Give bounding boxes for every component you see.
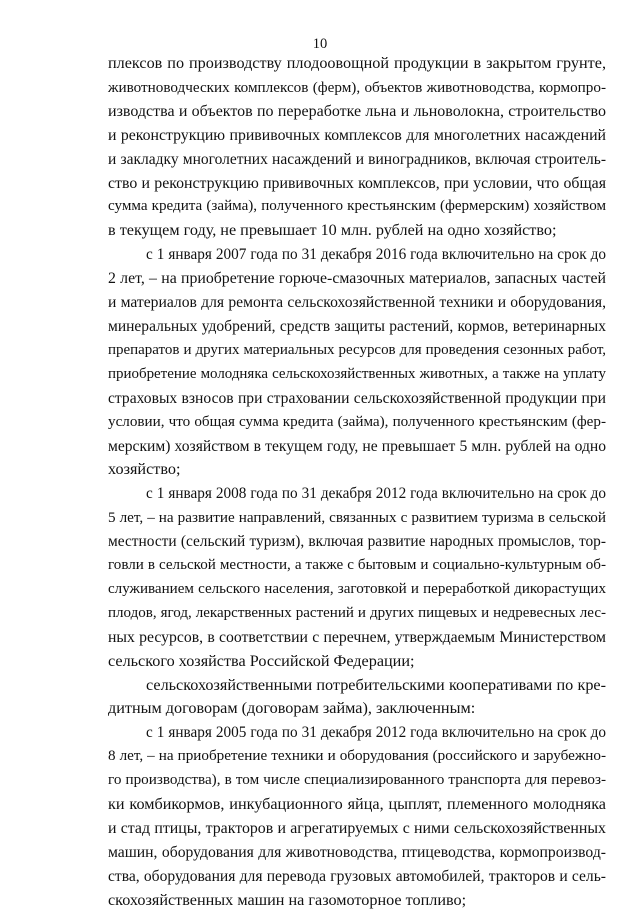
text-line: скохозяйственных машин на газомоторное топливо; <box>108 890 467 909</box>
text-line: 8 лет, – на приобретение техники и оборудования (российского и зарубежно- <box>108 748 606 765</box>
text-line: в текущем году, не превышает 10 млн. рублей на одно хозяйство; <box>108 221 557 240</box>
text-line: местности (сельский туризм), включая развитие народных промыслов, тор- <box>108 533 606 551</box>
page-number: 10 <box>312 36 328 52</box>
text-line: машин, оборудования для животноводства, птицеводства, кормопроизвод- <box>108 843 606 861</box>
text-line: 2 лет, – на приобретение горюче-смазочных материалов, запасных частей <box>108 270 606 288</box>
text-line: животноводческих комплексов (ферм), объектов животноводства, кормопро- <box>108 78 606 96</box>
text-line: ство и реконструкцию прививочных комплексов, при условии, что общая <box>108 174 606 192</box>
text-line: 5 лет, – на развитие направлений, связанных с развитием туризма в сельской <box>108 509 606 527</box>
text-line: сельского хозяйства Российской Федерации; <box>108 651 415 670</box>
text-line: приобретение молодняка сельскохозяйственных животных, а также на уплату <box>108 365 606 382</box>
text-line: изводства и объектов по переработке льна и льноволокна, строительство <box>108 102 606 120</box>
document-body <box>108 52 606 913</box>
text-line: го производства), в том числе специализированного транспорта для перевоз- <box>108 772 606 789</box>
text-line: и материалов для ремонта сельскохозяйственной техники и оборудования, <box>108 294 606 312</box>
text-line: минеральных удобрений, средств защиты растений, кормов, ветеринарных <box>108 317 606 335</box>
paragraph-first-line: с 1 января 2005 года по 31 декабря 2012 года включительно на срок до <box>146 724 606 742</box>
text-line: и реконструкцию прививочных комплексов для многолетних насаждений <box>108 126 606 144</box>
text-line: плексов по производству плодоовощной продукции в закрытом грунте, <box>108 54 606 72</box>
text-line: условии, что общая сумма кредита (займа), полученного крестьянским (фер- <box>108 413 606 430</box>
text-line: говли в сельской местности, а также с бытовым и социально-культурным об- <box>108 557 606 574</box>
paragraph-first-line: с 1 января 2008 года по 31 декабря 2012 года включительно на срок до <box>146 485 606 503</box>
text-line: хозяйство; <box>108 460 181 479</box>
text-line: плодов, ягод, лекарственных растений и других пищевых и недревесных лес- <box>108 604 606 621</box>
paragraph-first-line: с 1 января 2007 года по 31 декабря 2016 года включительно на срок до <box>146 246 606 264</box>
text-line: препаратов и других материальных ресурсов для проведения сезонных работ, <box>108 341 606 358</box>
text-line: ства, оборудования для перевода грузовых автомобилей, тракторов и сель- <box>108 867 606 885</box>
text-line: мерским) хозяйством в текущем году, не превышает 5 млн. рублей на одно <box>108 437 606 455</box>
text-line: и стад птицы, тракторов и агрегатируемых с ними сельскохозяйственных <box>108 820 606 837</box>
text-line: служиванием сельского населения, заготовкой и переработкой дикорастущих <box>108 580 606 597</box>
text-line: ных ресурсов, в соответствии с перечнем, утверждаемым Министерством <box>108 628 606 646</box>
text-line: ки комбикормов, инкубационного яйца, цыплят, племенного молодняка <box>108 795 606 814</box>
text-line: и закладку многолетних насаждений и виноградников, включая строитель- <box>108 150 606 168</box>
text-line: страховых взносов при страховании сельскохозяйственной продукции при <box>108 389 606 407</box>
text-line: сумма кредита (займа), полученного крестьянским (фермерским) хозяйством <box>108 198 606 215</box>
paragraph-first-line: сельскохозяйственными потребительскими кооперативами по кре- <box>146 675 606 694</box>
text-line: дитным договорам (договорам займа), заключенным: <box>108 699 476 718</box>
